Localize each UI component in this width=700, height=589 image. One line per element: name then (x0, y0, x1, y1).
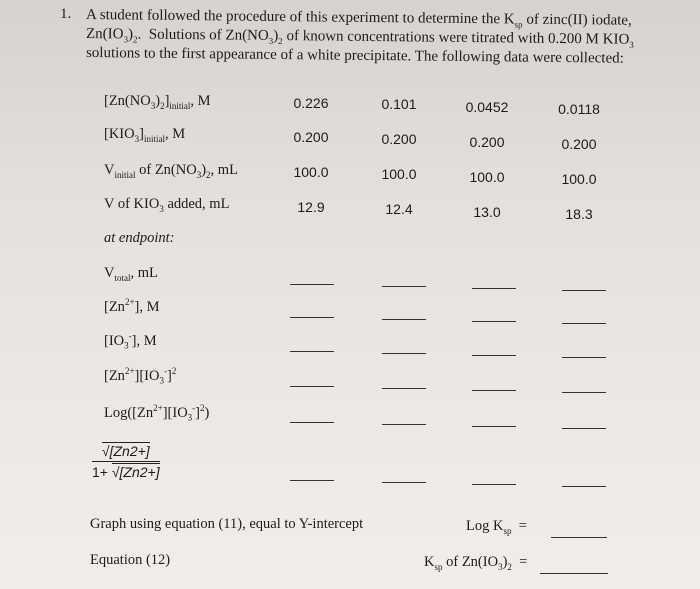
value-cell: 0.200 (561, 136, 597, 152)
value-cell: 0.0452 (465, 99, 509, 115)
question-intro-line-2: $Zn(IO_3)_2$. Solutions of $Zn(NO_3)_2$ of known concentrations were titrated with 0.200 M $KIO_3$ (85, 26, 634, 50)
answer-blank[interactable] (472, 484, 516, 485)
answer-blank[interactable] (290, 422, 334, 423)
answer-blank[interactable] (290, 351, 334, 352)
answer-blank[interactable] (472, 355, 516, 356)
answer-blank[interactable] (472, 321, 516, 322)
value-cell: 0.101 (381, 96, 417, 112)
value-cell: 0.226 (293, 95, 329, 111)
row-label-log-ion-product: $Log([Zn^{2+}][IO_3^-]^2)$ (104, 403, 210, 423)
ksp-answer-line[interactable] (540, 573, 608, 574)
answer-blank[interactable] (472, 288, 516, 289)
answer-blank[interactable] (382, 424, 426, 425)
value-cell: 13.0 (473, 204, 501, 220)
answer-blank[interactable] (382, 482, 426, 483)
ionic-strength-fraction (92, 443, 160, 480)
fraction-numerator (92, 443, 160, 462)
answer-blank[interactable] (382, 319, 426, 320)
answer-blank[interactable] (562, 290, 606, 291)
answer-blank[interactable] (382, 286, 426, 287)
row-label-zn-initial: $[Zn(NO_3)_2]_{initial}$, M (104, 93, 211, 111)
log-ksp-label: Log $K_{sp}$ = (466, 518, 527, 536)
row-label-io3-conc: $[IO_3^-]$, M (104, 331, 157, 351)
answer-blank[interactable] (562, 323, 606, 324)
endpoint-label: at endpoint: (104, 230, 175, 246)
value-cell: 0.200 (293, 129, 329, 145)
value-cell: 12.9 (297, 199, 325, 215)
fraction-denominator: 1+ √[Zn2+] (92, 464, 160, 480)
value-cell: 12.4 (385, 201, 413, 217)
answer-blank[interactable] (472, 390, 516, 391)
row-label-zn-conc: $[Zn^{2+}]$, M (104, 297, 160, 315)
sqrt-zn: √[Zn2+] (101, 443, 150, 459)
log-ksp-answer-line[interactable] (551, 537, 607, 538)
value-cell: 100.0 (561, 171, 597, 187)
row-label-kio3-initial: $[KIO_3]_{initial}$, M (104, 126, 186, 144)
answer-blank[interactable] (472, 426, 516, 427)
answer-blank[interactable] (290, 480, 334, 481)
row-label-v-total: $V_{total}$, mL (104, 265, 158, 283)
value-cell: 0.200 (381, 131, 417, 147)
value-cell: 18.3 (565, 206, 593, 222)
row-label-ion-product: $[Zn^{2+}][IO_3^-]^2$ (104, 366, 177, 386)
equation-12-label: Equation (12) (90, 552, 171, 568)
question-intro-line-3: solutions to the first appearance of a white precipitate. The following data were collected: (85, 45, 624, 67)
sqrt-zn: √[Zn2+] (111, 464, 160, 480)
answer-blank[interactable] (562, 486, 606, 487)
question-intro-line-1: A student followed the procedure of this experiment to determine the $K_{sp}$ of zinc(II) iodate, (85, 7, 632, 30)
answer-blank[interactable] (382, 353, 426, 354)
value-cell: 0.0118 (558, 101, 600, 117)
answer-blank[interactable] (290, 284, 334, 285)
graph-instruction: Graph using equation (11), equal to Y-intercept (90, 516, 364, 532)
answer-blank[interactable] (562, 392, 606, 393)
answer-blank[interactable] (290, 317, 334, 318)
ksp-label: $K_{sp}$ of $Zn(IO_3)_2$ = (424, 554, 528, 572)
answer-blank[interactable] (290, 386, 334, 387)
row-label-v-initial: $V_{initial}$ of $Zn(NO_3)_2$, mL (104, 162, 238, 180)
value-cell: 0.200 (469, 134, 505, 150)
answer-blank[interactable] (562, 428, 606, 429)
row-label-v-kio3-added: V of $KIO_3$ added, mL (104, 196, 230, 214)
value-cell: 100.0 (469, 169, 505, 185)
answer-blank[interactable] (562, 357, 606, 358)
value-cell: 100.0 (293, 164, 329, 180)
question-number: 1. (60, 6, 72, 22)
value-cell: 100.0 (381, 166, 417, 182)
answer-blank[interactable] (382, 388, 426, 389)
